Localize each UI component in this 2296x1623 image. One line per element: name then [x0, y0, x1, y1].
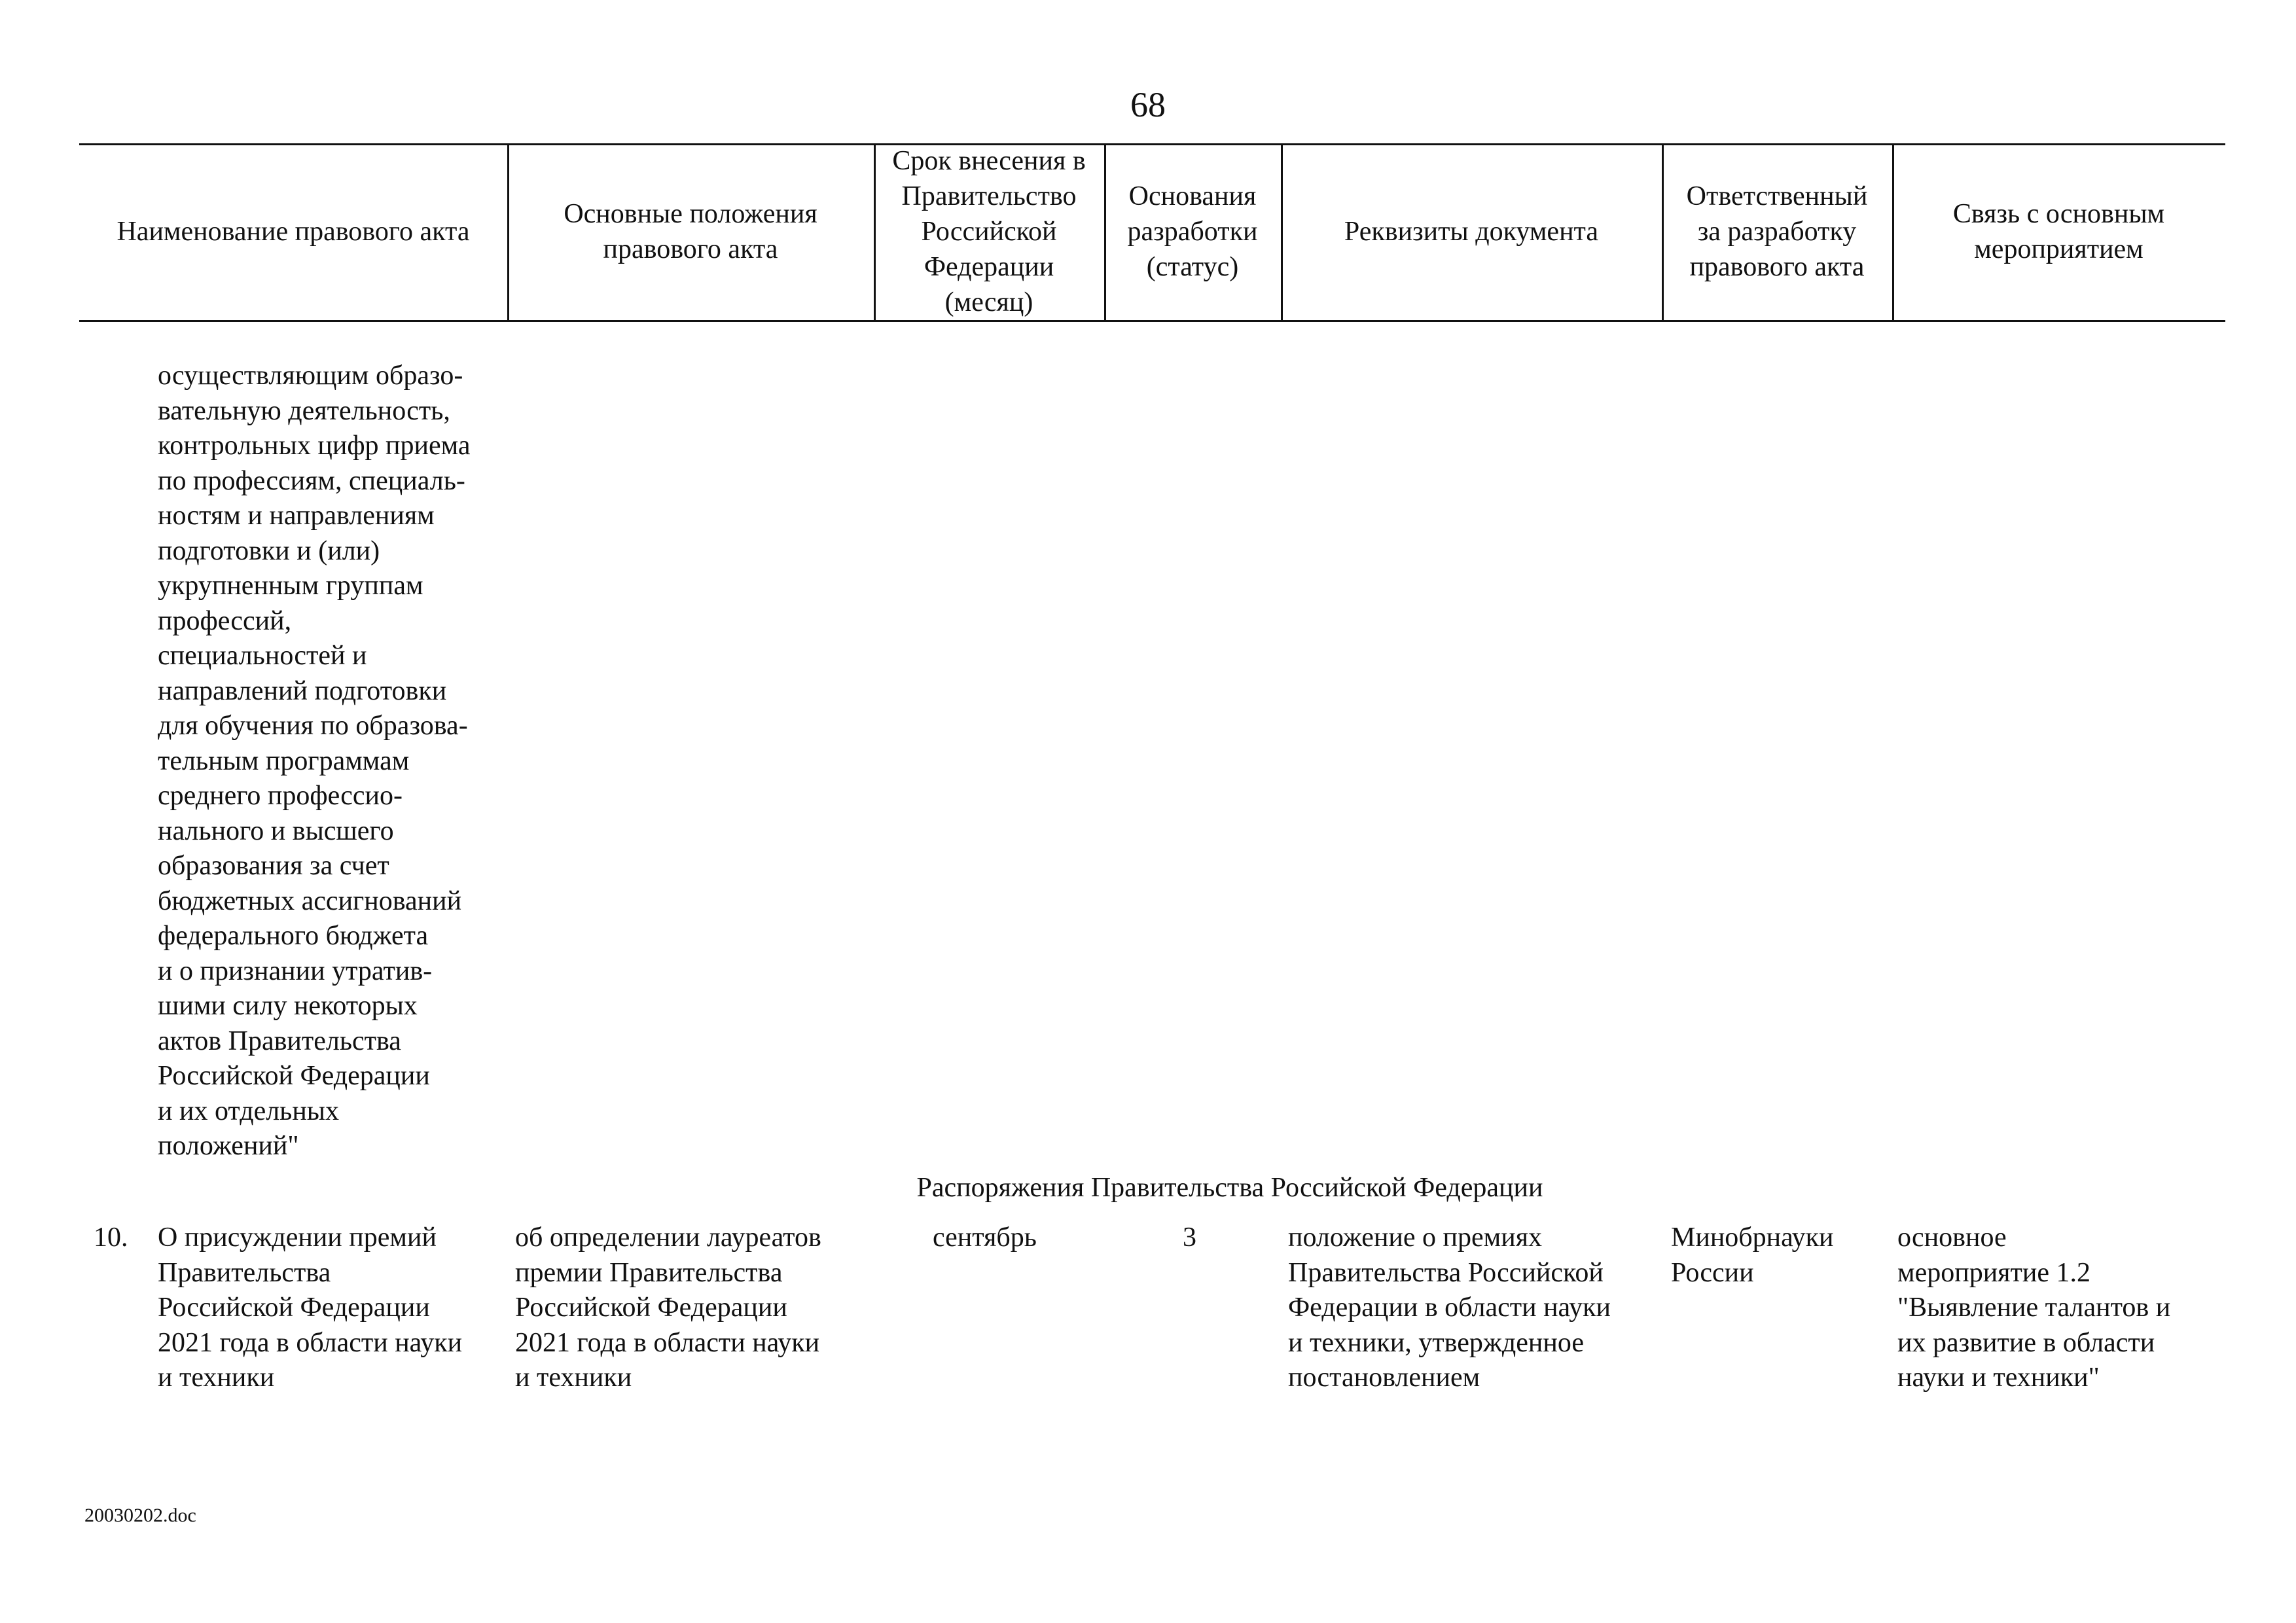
text-line: их развитие в области [1897, 1327, 2155, 1358]
header-line: (статус) [1146, 252, 1239, 282]
text-line: нального и высшего [158, 815, 394, 846]
header-line: Федерации [924, 252, 1054, 282]
row-responsible [1671, 1221, 1893, 1291]
text-line: Российской Федерации [515, 1293, 787, 1323]
header-main-provisions [507, 143, 874, 320]
text-line: Минобрнауки [1671, 1222, 1834, 1253]
text-line: подготовки и (или) [158, 535, 380, 566]
row-requisites [1288, 1221, 1655, 1396]
text-line: актов Правительства [158, 1026, 401, 1056]
continuation-text [158, 359, 524, 1164]
text-line: вательную деятельность, [158, 395, 450, 426]
text-line: положений" [158, 1131, 299, 1161]
text-line: и техники [158, 1363, 275, 1393]
header-line: мероприятием [1974, 234, 2144, 264]
row-main-provisions [515, 1221, 869, 1396]
text-line: укрупненным группам [158, 571, 423, 601]
header-line: Связь с основным [1952, 199, 2165, 229]
header-line: за разработку [1697, 217, 1857, 247]
text-line: Правительства Российской [1288, 1257, 1604, 1288]
text-line: по профессиям, специаль- [158, 465, 465, 496]
text-line: и их отдельных [158, 1096, 340, 1126]
row-act-name [158, 1221, 498, 1396]
text-line: и техники [515, 1363, 632, 1393]
text-line: направлений подготовки [158, 675, 447, 706]
text-line: шими силу некоторых [158, 991, 418, 1021]
text-line: О присуждении премий [158, 1222, 437, 1253]
text-line: науки и техники" [1897, 1363, 2100, 1393]
text-line: Федерации в области науки [1288, 1293, 1611, 1323]
header-line: разработки [1127, 217, 1258, 247]
text-line: контрольных цифр приема [158, 431, 471, 461]
header-bottom-rule [79, 320, 2225, 322]
text-line: Российской Федерации [158, 1293, 430, 1323]
row-basis: 3 [1183, 1222, 1196, 1253]
header-responsible [1662, 143, 1892, 320]
text-line: основное [1897, 1222, 2007, 1253]
row-number: 10. [94, 1222, 128, 1253]
text-line: среднего профессио- [158, 781, 403, 811]
header-line: правового акта [1689, 252, 1865, 282]
header-line: правового акта [603, 234, 778, 264]
row-link [1897, 1221, 2218, 1396]
text-line: профессий, [158, 605, 292, 636]
text-line: осуществляющим образо- [158, 361, 463, 391]
header-line: Основные положения [564, 199, 817, 229]
header-line: Реквизиты документа [1344, 217, 1599, 247]
header-link [1892, 143, 2225, 320]
text-line: специальностей и [158, 641, 367, 671]
header-basis [1104, 143, 1281, 320]
header-line: Срок внесения в [892, 146, 1086, 176]
header-line: Правительство [901, 181, 1077, 211]
text-line: об определении лауреатов [515, 1222, 821, 1253]
page-number: 68 [1130, 85, 1166, 124]
text-line: "Выявление талантов и [1897, 1293, 2171, 1323]
text-line: мероприятие 1.2 [1897, 1257, 2090, 1288]
text-line: тельным программам [158, 745, 410, 776]
text-line: для обучения по образова- [158, 711, 468, 741]
text-line: и техники, утвержденное [1288, 1327, 1584, 1358]
header-line: Российской [921, 217, 1057, 247]
text-line: России [1671, 1257, 1754, 1288]
footer-filename: 20030202.doc [84, 1505, 196, 1526]
header-line: Наименование правового акта [117, 217, 470, 247]
text-line: бюджетных ассигнований [158, 885, 462, 916]
text-line: и о признании утратив- [158, 955, 433, 986]
text-line: Российской Федерации [158, 1061, 430, 1091]
text-line: премии Правительства [515, 1257, 783, 1288]
text-line: образования за счет [158, 851, 389, 881]
text-line: 2021 года в области науки [515, 1327, 820, 1358]
row-deadline: сентябрь [933, 1222, 1037, 1253]
header-requisites [1281, 143, 1662, 320]
header-line: Ответственный [1686, 181, 1868, 211]
header-line: Основания [1128, 181, 1257, 211]
text-line: 2021 года в области науки [158, 1327, 463, 1358]
header-deadline [874, 143, 1104, 320]
section-heading: Распоряжения Правительства Российской Федерации [916, 1173, 1543, 1203]
text-line: положение о премиях [1288, 1222, 1543, 1253]
text-line: Правительства [158, 1257, 331, 1288]
text-line: ностям и направлениям [158, 501, 435, 531]
header-line: (месяц) [944, 287, 1033, 317]
header-act-name [79, 143, 507, 320]
text-line: федерального бюджета [158, 921, 429, 951]
text-line: постановлением [1288, 1363, 1480, 1393]
